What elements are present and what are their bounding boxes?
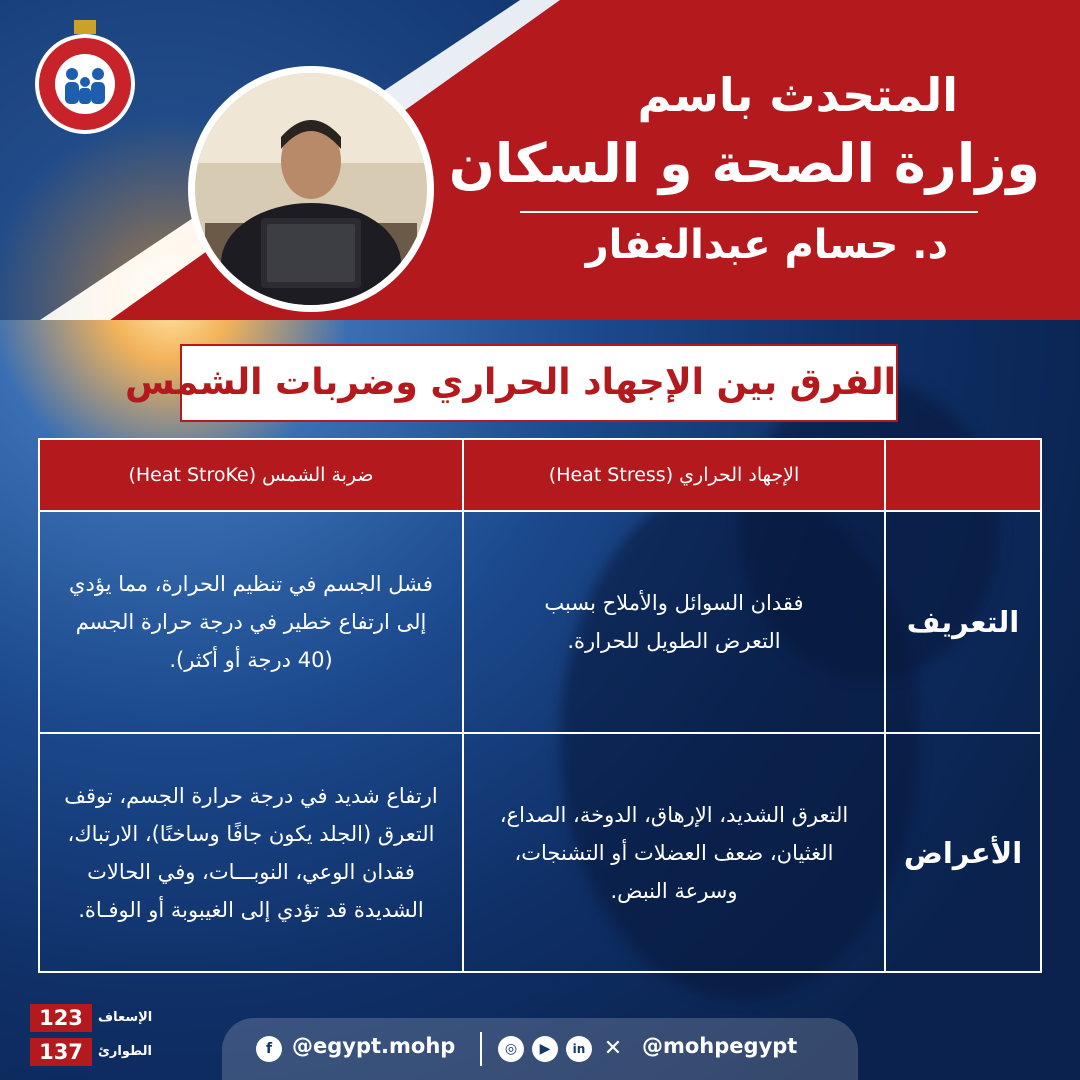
definition-heat-stress: فقدان السوائل والأملاح بسبب التعرض الطويل للحرارة. [544, 591, 804, 653]
hotline-label: الإسعاف [98, 1010, 153, 1025]
speaker-portrait [188, 66, 434, 312]
row-label-symptoms: الأعراض [903, 835, 1023, 870]
table-divider [40, 510, 1040, 512]
symptoms-heat-stroke: ارتفاع شديد في درجة حرارة الجسم، توقف التعرق (الجلد يكون جافًا وساخنًا)، الارتباك، فقدان الوعي، النوبـــات، وفي الحالات الشديدة قد تؤدي إلى الغيبوبة أو الوفـاة. [64, 783, 438, 922]
header-cell-heat-stroke: ضربة الشمس (Heat StroKe) [40, 440, 462, 510]
table-divider [462, 440, 464, 971]
x-icon[interactable]: ✕ [603, 1036, 623, 1061]
social-divider [480, 1032, 482, 1066]
hotline-number: 137 [30, 1038, 92, 1066]
hotline-emergency [30, 1038, 170, 1066]
social-bar [222, 1018, 858, 1080]
header-cell-heat-stress: الإجهاد الحراري (Heat Stress) [464, 440, 884, 510]
title-line-2: وزارة الصحة و السكان [448, 132, 1040, 195]
comparison-table [38, 438, 1042, 973]
hotline-ambulance [30, 1004, 170, 1032]
table-divider [40, 732, 1040, 734]
row-label-definition: التعريف [906, 605, 1020, 639]
hotline-label: الطوارئ [98, 1044, 153, 1059]
header-cell-empty [886, 440, 1040, 510]
symptoms-heat-stress: التعرق الشديد، الإرهاق، الدوخة، الصداع، الغثيان، ضعف العضلات أو التشنجات، وسرعة النبض. [499, 802, 849, 903]
youtube-icon[interactable]: ▶ [532, 1036, 558, 1062]
ministry-logo-icon [30, 18, 140, 136]
definition-heat-stroke: فشل الجسم في تنظيم الحرارة، مما يؤدي إلى ارتفاع خطير في درجة حرارة الجسم (40 درجة أو أكثر). [69, 572, 433, 672]
social-handle[interactable]: @mohpegypt [642, 1034, 798, 1058]
title-line-1: المتحدث باسم [637, 68, 958, 122]
topic-title: الفرق بين الإجهاد الحراري وضربات الشمس [180, 344, 898, 422]
linkedin-icon[interactable]: in [566, 1036, 592, 1062]
title-divider [520, 211, 978, 213]
facebook-handle[interactable]: @egypt.mohp [292, 1034, 456, 1058]
facebook-icon[interactable]: f [256, 1036, 282, 1062]
table-divider [884, 440, 886, 971]
instagram-icon[interactable]: ◎ [498, 1036, 524, 1062]
hotline-number: 123 [30, 1004, 92, 1032]
speaker-name: د. حسام عبدالغفار [585, 222, 948, 268]
